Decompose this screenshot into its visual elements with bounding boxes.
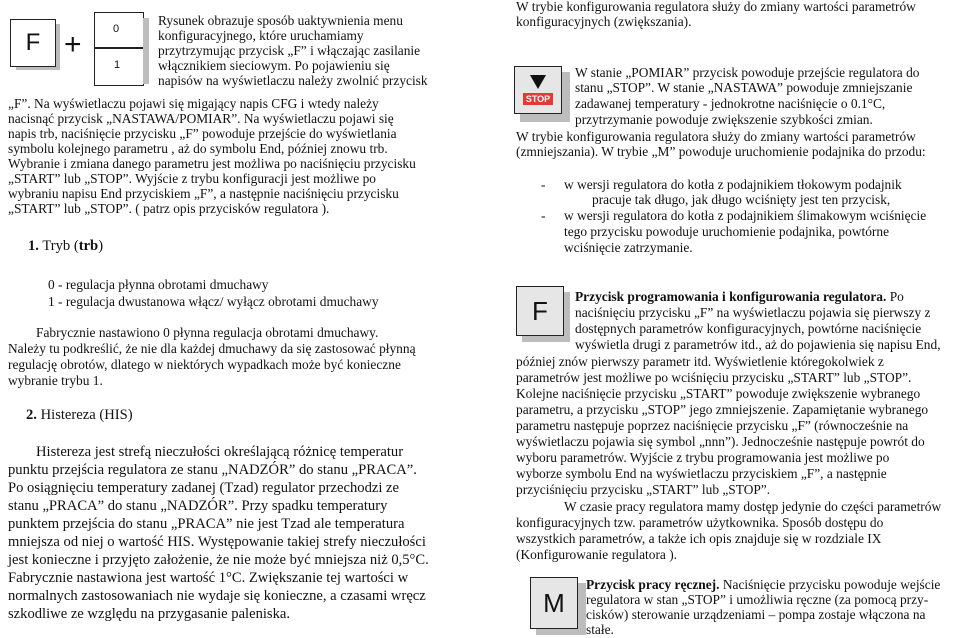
f-title-row: [575, 289, 904, 304]
f-key-figure-right: [516, 286, 564, 336]
triangle-down-icon: [530, 75, 546, 89]
stop-desc-line-3: zadawanej temperatury - jednokrotne naciśnięcie o 0.1°C,: [575, 96, 886, 111]
p1-line-7: wybraniu napisu End przyciskiem „F”, a następnie naciśnięciu przycisku: [8, 186, 399, 201]
f-para-line-7: wyboru parametrów. Wyjście z trybu programowania jest możliwe po: [516, 450, 890, 465]
f-para-line-3: Kolejne naciśnięcie przycisku „START” powoduje zwiększenie wybranego: [516, 386, 921, 401]
stop-desc-line-1: W stanie „POMIAR” przycisk powoduje przejście regulatora do: [575, 65, 920, 80]
plus-sign: +: [64, 28, 82, 61]
p2-line-1: Fabrycznie nastawiono 0 płynna regulacja obrotami dmuchawy.: [36, 325, 379, 340]
m-title-row: [586, 577, 940, 592]
f-para2-line-2: konfiguracyjnych tzw. parametrów użytkownika. Sposób dostępu do: [516, 515, 884, 530]
m-line-1: Naciśnięcie przycisku powoduje wejście: [722, 577, 941, 592]
heading-tryb-text: Tryb (: [42, 238, 79, 254]
bullet-2-dash: -: [541, 208, 546, 223]
stop-key-figure: [514, 66, 562, 114]
f-para-line-5: parametru następuje poprzez naciśnięcie przycisku „F” (równocześnie na: [516, 418, 909, 433]
right-top-line-1: W trybie konfigurowania regulatora służy do zmiany wartości parametrów: [516, 0, 916, 14]
f-para-line-2: parametrów jest możliwe po wciśnięciu przycisku „START” lub „STOP”.: [516, 370, 912, 385]
f-para-line-1: później znów pierwszy parametr itd. Wyświetlenie któregokolwiek z: [516, 354, 884, 369]
p3-line-1: Histereza jest strefą nieczułości określającą różnicę temperatur: [36, 444, 404, 460]
stop-more-line-2: (zmniejszania). W trybie „M” powoduje uruchomienie podajnika do przodu:: [516, 144, 926, 159]
bullet-1-line-2: pracuje tak długo, jak długo wciśnięty jest ten przycisk,: [592, 192, 891, 207]
stop-desc-line-4: przytrzymanie powoduje zwiększenie szybkości zmian.: [575, 112, 873, 127]
mode-1: 1 - regulacja dwustanowa włącz/ wyłącz obrotami dmuchawy: [48, 294, 379, 309]
f-line-1: naciśnięciu przycisku „F” na wyświetlaczu pojawia się pierwszy z: [575, 305, 931, 320]
mode-0: 0 - regulacja płynna obrotami dmuchawy: [48, 277, 269, 292]
intro-line-5: napisów na wyświetlaczu należy zwolnić przycisk: [158, 73, 428, 88]
intro-line-1: Rysunek obrazuje sposób uaktywnienia menu: [158, 13, 403, 28]
heading-tryb-close: ): [98, 238, 104, 254]
f-para-line-6: wyświetlaczu pojawia się symbol „nnn”). Jednocześnie następuje powrót do: [516, 434, 925, 449]
p1-line-5: Wybranie i zmiana danego parametru jest możliwa po naciśnięciu przycisku: [8, 156, 416, 171]
p3-line-9: normalnych zastosowaniach nie wydaje się konieczne, a czasami wręcz: [8, 588, 426, 604]
p1-line-3: napis trb, naciśnięcie przycisku „F” powoduje przejście do wyświetlania: [8, 126, 397, 141]
f-title-tail: Po: [889, 289, 904, 304]
p1-line-6: „START” lub „STOP”. Wyjście z trybu konfiguracji jest możliwe po: [8, 171, 376, 186]
intro-line-2: konfiguracyjnego, które uruchamiamy: [158, 28, 364, 43]
heading-histereza: [26, 407, 133, 424]
bullet-2-line-3: wciśnięcie zatrzymanie.: [564, 240, 693, 255]
intro-line-4: włącznikiem sieciowym. Po pojawieniu się: [158, 58, 390, 73]
right-top-line-2: konfiguracyjnych (zwiększania).: [516, 14, 692, 29]
p3-line-8: Fabrycznie nastawiona jest wartość 1°C. Zwiększanie tej wartości w: [8, 570, 409, 586]
heading-tryb-num: 1.: [28, 238, 39, 254]
bullet-1-line-1: w wersji regulatora do kotła z podajnikiem tłokowym podajnik: [564, 177, 902, 192]
p3-line-10: szkodliwe ze względu na przygasanie paleniska.: [8, 606, 291, 622]
f-para-line-9: przyciśnięciu przycisku „START” lub „STOP”.: [516, 482, 771, 497]
f-para2-line-1: W czasie pracy regulatora mamy dostęp jedynie do części parametrów: [564, 499, 942, 514]
stop-key-label: STOP: [523, 93, 553, 105]
heading-histereza-text: Histereza (HIS): [40, 407, 133, 423]
heading-tryb: [28, 238, 103, 255]
m-line-4: stałe.: [586, 622, 614, 637]
intro-line-3: przytrzymując przycisk „F” i włączając zasilanie: [158, 43, 421, 58]
p2-line-4: wybranie trybu 1.: [8, 373, 103, 388]
p3-line-6: mniejsza od niej o wartość HIS. Występowanie takiej strefy nieczułości: [8, 534, 426, 550]
p1-line-1: „F”. Na wyświetlaczu pojawi się migający napis CFG i wtedy należy: [8, 96, 379, 111]
bullet-2-line-2: tego przycisku powoduje uruchomienie podajnika, powtórne: [564, 224, 890, 239]
p3-line-3: Po osiągnięciu temperatury zadanej (Tzad) regulator przechodzi ze: [8, 480, 400, 496]
p1-line-2: nacisnąć przycisk „NASTAWA/POMIAR”. Na wyświetlaczu pojawi się: [8, 111, 394, 126]
switch-1-label: 1: [114, 59, 121, 71]
bullet-2-line-1: w wersji regulatora do kotła z podajnikiem ślimakowym wciśnięcie: [564, 208, 927, 223]
p3-line-4: stanu „PRACA” do stanu „NADZÓR”. Przy spadku temperatury: [8, 498, 388, 514]
heading-tryb-code: trb: [78, 238, 99, 254]
f-para-line-8: wyborze symbolu End na wyświetlaczu przyciskiem „F”, a następnie: [516, 466, 887, 481]
stop-more-line-1: W trybie konfigurowania regulatora służy do zmiany wartości parametrów: [516, 129, 916, 144]
p2-line-3: regulację obrotów, dlatego w niektórych wypadkach może być konieczne: [8, 357, 401, 372]
stop-desc-line-2: stanu „STOP”. W stanie „NASTAWA” powoduje zmniejszanie: [575, 80, 913, 95]
f-key-right-label: F: [532, 295, 548, 326]
m-line-3: cisków) sterowanie urządzeniami – pompa zostaje włączona na: [586, 607, 926, 622]
switch-0-label: 0: [113, 23, 120, 35]
m-key-label: M: [543, 587, 565, 618]
p3-line-7: jest konieczne i przyjęto założenie, że nie może być mniejsza niż 0,5°C.: [8, 552, 429, 568]
f-title: Przycisk programowania i konfigurowania regulatora.: [575, 289, 887, 304]
bullet-1-dash: -: [541, 177, 546, 192]
m-line-2: regulatora w stan „STOP” i umożliwia ręczne (za pomocą przy-: [586, 592, 929, 607]
m-key-figure: [530, 577, 578, 629]
p3-line-5: punktem przejścia do stanu „PRACA” nie jest Tzad ale temperatura: [8, 516, 405, 532]
p1-line-8: „START” lub „STOP”. ( patrz opis przycisków regulatora ).: [8, 201, 330, 216]
f-line-3: wyświetla drugi z parametrów itd., aż do pojawienia się napisu End,: [575, 337, 941, 352]
f-line-2: dostępnych parametrów konfiguracyjnych, powtórne naciśnięcie: [575, 321, 922, 336]
p3-line-2: punktu przejścia regulatora ze stanu „NADZÓR” do stanu „PRACA”.: [8, 462, 417, 478]
p1-line-4: symbolu kolejnego parametru , aż do symbolu End, później znowu trb.: [8, 141, 388, 156]
heading-histereza-num: 2.: [26, 407, 37, 423]
power-switch-figure: [94, 12, 144, 86]
p2-line-2: Należy tu podkreślić, że nie dla każdej dmuchawy da się zastosować płynną: [8, 341, 416, 356]
f-para2-line-3: wszystkich parametrów, a także ich opis znajduje się w rozdziale IX: [516, 531, 882, 546]
m-title: Przycisk pracy ręcznej.: [586, 577, 720, 592]
f-para-line-4: parametru, a przycisku „STOP” jego zmniejszenie. Zapamiętanie wybranego: [516, 402, 929, 417]
f-key-figure: [10, 19, 56, 67]
f-key-label: F: [25, 29, 41, 56]
f-para2-line-4: (Konfigurowanie regulatora ).: [516, 547, 677, 562]
